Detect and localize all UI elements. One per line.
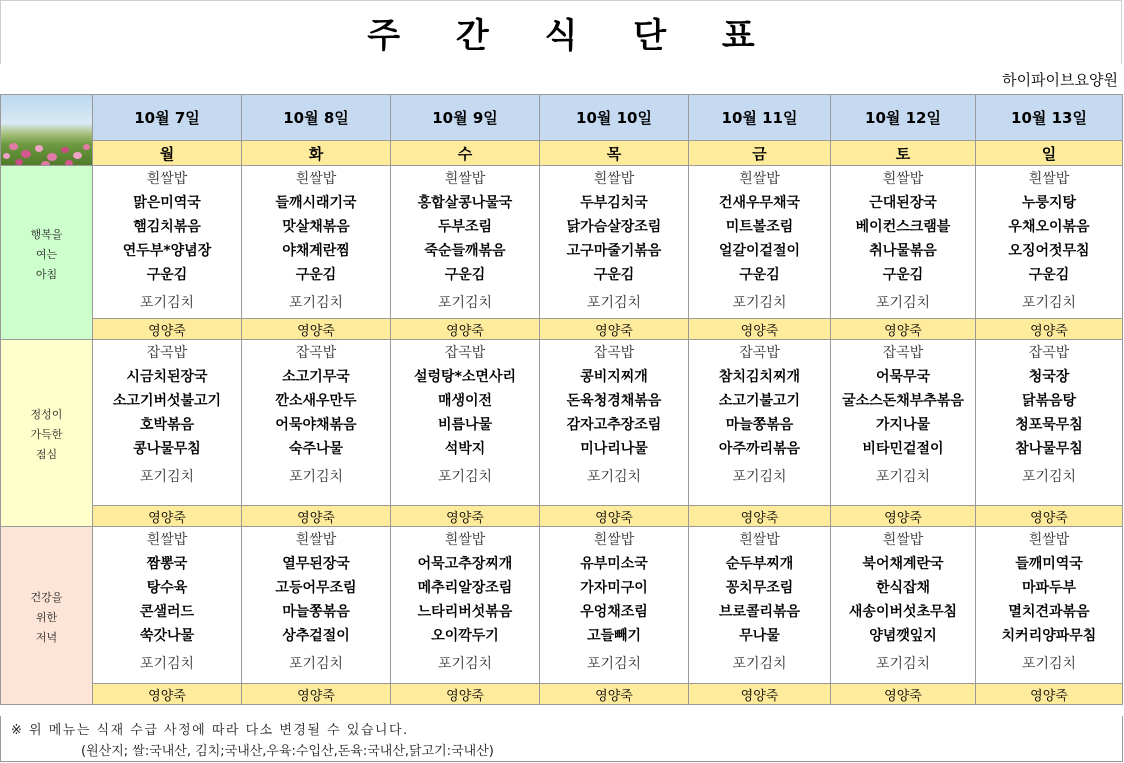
menu-item: 북어채계란국	[862, 556, 944, 572]
lunch-menu-day-4	[540, 340, 689, 506]
porridge-cell: 영양죽	[93, 506, 242, 527]
dinner-label	[1, 527, 93, 705]
menu-item: 포기김치	[875, 656, 931, 672]
date-header-row	[1, 95, 1123, 141]
menu-item: 어묵무국	[875, 369, 931, 385]
menu-item: 소고기무국	[282, 369, 350, 385]
menu-item: 근대된장국	[869, 195, 937, 211]
menu-item: 쑥갓나물	[139, 628, 195, 644]
dinner-menu-day-5	[689, 527, 831, 684]
menu-item: 포기김치	[875, 469, 931, 485]
page-title: 주 간 식 단 표	[0, 0, 1122, 64]
footnote	[0, 716, 1123, 762]
breakfast-label	[1, 166, 93, 340]
breakfast-menu-day-7	[976, 166, 1123, 319]
porridge-cell: 영양죽	[242, 684, 391, 705]
menu-item: 포기김치	[732, 469, 787, 485]
porridge-cell: 영양죽	[831, 319, 976, 340]
day-header-6: 토	[831, 141, 976, 166]
menu-item: 포기김치	[732, 656, 787, 672]
menu-item: 맛살채볶음	[282, 219, 350, 235]
menu-item: 구운김	[295, 267, 337, 283]
menu-item: 콩나물무침	[133, 441, 201, 457]
menu-item: 어묵고추장찌개	[417, 556, 513, 572]
porridge-cell: 영양죽	[976, 319, 1123, 340]
menu-item: 흰쌀밥	[739, 171, 780, 187]
menu-item: 구운김	[593, 267, 635, 283]
porridge-cell: 영양죽	[93, 684, 242, 705]
menu-item: 아주까리볶음	[718, 441, 801, 457]
lunch-label-line: 가득한	[30, 428, 63, 441]
menu-item: 잡곡밥	[1028, 345, 1070, 361]
day-header-3: 수	[391, 141, 540, 166]
breakfast-label-line: 아침	[35, 267, 58, 281]
menu-item: 잡곡밥	[882, 345, 924, 361]
dinner-label-line: 저녁	[35, 630, 58, 644]
menu-item: 고등어무조림	[275, 580, 357, 596]
breakfast-menu-day-6	[831, 166, 976, 319]
menu-item: 흰쌀밥	[295, 532, 337, 548]
lunch-row	[1, 340, 1123, 506]
menu-item: 잡곡밥	[295, 345, 337, 361]
breakfast-menu-day-3	[391, 166, 540, 319]
menu-item: 두부조림	[437, 219, 493, 235]
lunch-menu-day-2	[242, 340, 391, 506]
menu-item: 베이컨스크램블	[855, 219, 951, 235]
menu-item: 돈육청경채볶음	[566, 393, 662, 409]
menu-item: 청국장	[1028, 369, 1070, 385]
porridge-cell: 영양죽	[540, 506, 689, 527]
menu-item: 깐소새우만두	[275, 393, 357, 409]
menu-item: 콘샐러드	[139, 604, 195, 620]
day-header-5: 금	[689, 141, 831, 166]
menu-item: 열무된장국	[282, 556, 350, 572]
lunch-porridge-row	[1, 506, 1123, 527]
menu-item: 흰쌀밥	[882, 171, 924, 187]
menu-item: 굴소스돈채부추볶음	[842, 393, 964, 409]
menu-item: 청포묵무침	[1015, 417, 1083, 433]
date-header-3: 10월 9일	[391, 95, 540, 141]
menu-item: 흰쌀밥	[593, 532, 635, 548]
menu-item: 건새우무채국	[718, 195, 801, 211]
menu-item: 포기김치	[139, 469, 195, 485]
menu-item: 포기김치	[139, 295, 195, 311]
menu-item: 맑은미역국	[133, 195, 201, 211]
porridge-cell: 영양죽	[391, 506, 540, 527]
menu-item: 소고기불고기	[718, 393, 801, 409]
dinner-menu-day-7	[976, 527, 1123, 684]
menu-item: 무나물	[739, 628, 780, 644]
porridge-cell: 영양죽	[976, 506, 1123, 527]
menu-item: 포기김치	[288, 656, 344, 672]
porridge-cell: 영양죽	[689, 506, 831, 527]
menu-item: 포기김치	[586, 469, 642, 485]
day-header-2: 화	[242, 141, 391, 166]
menu-item: 흰쌀밥	[882, 532, 924, 548]
dinner-menu-day-4	[540, 527, 689, 684]
weekly-menu-table	[0, 94, 1123, 705]
date-header-2: 10월 8일	[242, 95, 391, 141]
menu-item: 오이깍두기	[431, 628, 499, 644]
menu-item: 콩비지찌개	[580, 369, 648, 385]
porridge-cell: 영양죽	[689, 684, 831, 705]
breakfast-menu-day-2	[242, 166, 391, 319]
lunch-menu-day-1	[93, 340, 242, 506]
porridge-cell: 영양죽	[242, 506, 391, 527]
menu-item: 홍합살콩나물국	[417, 195, 513, 211]
change-notice: ※ 위 메뉴는 식재 수급 사정에 따라 다소 변경될 수 있습니다.	[11, 723, 409, 738]
porridge-cell: 영양죽	[391, 684, 540, 705]
menu-item: 소고기버섯불고기	[112, 393, 222, 409]
menu-item: 가지나물	[875, 417, 931, 433]
menu-item: 잡곡밥	[593, 345, 635, 361]
menu-item: 멸치견과볶음	[1008, 604, 1090, 620]
menu-item: 마파두부	[1021, 580, 1077, 596]
day-header-4: 목	[540, 141, 689, 166]
menu-item: 연두부*양념장	[122, 243, 212, 259]
menu-item: 포기김치	[139, 656, 195, 672]
menu-item: 탕수육	[146, 580, 188, 596]
menu-item: 잡곡밥	[739, 345, 780, 361]
menu-item: 흰쌀밥	[1028, 171, 1070, 187]
menu-item: 참치김치찌개	[718, 369, 801, 385]
menu-item: 양념깻잎지	[869, 628, 937, 644]
menu-item: 석박지	[444, 441, 486, 457]
date-header-7: 10월 13일	[976, 95, 1123, 141]
menu-item: 설렁탕*소면사리	[414, 369, 516, 385]
menu-item: 들깨미역국	[1015, 556, 1083, 572]
menu-item: 유부미소국	[580, 556, 648, 572]
menu-item: 잡곡밥	[444, 345, 486, 361]
menu-item: 매생이전	[437, 393, 493, 409]
porridge-cell: 영양죽	[976, 684, 1123, 705]
day-header-7: 일	[976, 141, 1123, 166]
porridge-cell: 영양죽	[831, 506, 976, 527]
menu-item: 흰쌀밥	[146, 532, 188, 548]
breakfast-menu-day-5	[689, 166, 831, 319]
menu-item: 포기김치	[732, 295, 787, 311]
porridge-cell: 영양죽	[242, 319, 391, 340]
menu-item: 우엉채조림	[580, 604, 648, 620]
menu-item: 시금치된장국	[126, 369, 208, 385]
date-header-5: 10월 11일	[689, 95, 831, 141]
menu-item: 흰쌀밥	[739, 532, 780, 548]
breakfast-label-line: 여는	[35, 247, 58, 261]
menu-item: 마늘쫑볶음	[282, 604, 350, 620]
menu-item: 잡곡밥	[146, 345, 188, 361]
menu-item: 흰쌀밥	[444, 171, 486, 187]
porridge-cell: 영양죽	[391, 319, 540, 340]
menu-item: 한식잡채	[875, 580, 931, 596]
menu-item: 오징어젓무침	[1008, 243, 1090, 259]
menu-item: 포기김치	[586, 295, 642, 311]
lunch-menu-day-6	[831, 340, 976, 506]
menu-item: 포기김치	[437, 295, 493, 311]
porridge-cell: 영양죽	[540, 684, 689, 705]
menu-item: 고들빼기	[586, 628, 642, 644]
menu-item: 햄김치볶음	[133, 219, 201, 235]
menu-item: 느타리버섯볶음	[417, 604, 513, 620]
dinner-menu-day-3	[391, 527, 540, 684]
dinner-menu-day-6	[831, 527, 976, 684]
day-header-1: 월	[93, 141, 242, 166]
menu-item: 포기김치	[1021, 656, 1077, 672]
porridge-cell: 영양죽	[540, 319, 689, 340]
menu-item: 포기김치	[437, 469, 493, 485]
menu-item: 흰쌀밥	[593, 171, 635, 187]
menu-item: 닭가슴살장조림	[566, 219, 662, 235]
breakfast-menu-day-4	[540, 166, 689, 319]
menu-item: 죽순들깨볶음	[424, 243, 506, 259]
organization-name: 하이파이브요양원	[1002, 71, 1118, 89]
menu-item: 포기김치	[1021, 469, 1077, 485]
menu-item: 브로콜리볶음	[718, 604, 801, 620]
lunch-menu-day-5	[689, 340, 831, 506]
menu-item: 포기김치	[586, 656, 642, 672]
menu-item: 흰쌀밥	[1028, 532, 1070, 548]
dinner-porridge-row	[1, 684, 1123, 705]
menu-item: 흰쌀밥	[444, 532, 486, 548]
menu-item: 포기김치	[288, 295, 344, 311]
menu-item: 메추리알장조림	[417, 580, 513, 596]
menu-item: 꽁치무조림	[725, 580, 794, 596]
lunch-label	[1, 340, 93, 527]
porridge-cell: 영양죽	[93, 319, 242, 340]
lunch-label-line: 점심	[35, 448, 58, 461]
menu-item: 구운김	[444, 267, 486, 283]
menu-item: 흰쌀밥	[146, 171, 188, 187]
menu-item: 구운김	[739, 267, 780, 283]
breakfast-row	[1, 166, 1123, 319]
menu-item: 짬뽕국	[146, 556, 188, 572]
flower-field-photo	[1, 95, 93, 166]
menu-item: 취나물볶음	[869, 243, 937, 259]
dinner-menu-day-2	[242, 527, 391, 684]
menu-item: 두부김치국	[580, 195, 648, 211]
dinner-row	[1, 527, 1123, 684]
menu-item: 감자고추장조림	[566, 417, 662, 433]
porridge-cell: 영양죽	[831, 684, 976, 705]
menu-item: 비타민겉절이	[862, 441, 944, 457]
menu-item: 미나리나물	[580, 441, 648, 457]
menu-item: 호박볶음	[139, 417, 195, 433]
menu-item: 포기김치	[288, 469, 344, 485]
lunch-menu-day-3	[391, 340, 540, 506]
menu-item: 우채오이볶음	[1008, 219, 1090, 235]
menu-item: 닭볶음탕	[1021, 393, 1077, 409]
menu-item: 미트볼조림	[725, 219, 794, 235]
menu-item: 가자미구이	[580, 580, 648, 596]
menu-item: 구운김	[882, 267, 924, 283]
menu-item: 숙주나물	[288, 441, 344, 457]
menu-item: 새송이버섯초무침	[848, 604, 958, 620]
dinner-menu-day-1	[93, 527, 242, 684]
date-header-6: 10월 12일	[831, 95, 976, 141]
menu-item: 참나물무침	[1015, 441, 1083, 457]
menu-item: 순두부찌개	[725, 556, 794, 572]
menu-item: 구운김	[146, 267, 188, 283]
menu-item: 포기김치	[875, 295, 931, 311]
dinner-label-line: 위한	[35, 610, 58, 624]
origin-notice: (원산지; 쌀:국내산, 김치;국내산,우육:수입산,돈육:국내산,닭고기:국내산)	[81, 744, 494, 759]
date-header-1: 10월 7일	[93, 95, 242, 141]
menu-item: 포기김치	[437, 656, 493, 672]
breakfast-porridge-row	[1, 319, 1123, 340]
day-header-row	[1, 141, 1123, 166]
menu-item: 얼갈이겉절이	[718, 243, 801, 259]
menu-item: 구운김	[1028, 267, 1070, 283]
menu-item: 비름나물	[437, 417, 493, 433]
menu-item: 야채계란찜	[282, 243, 350, 259]
date-header-4: 10월 10일	[540, 95, 689, 141]
menu-item: 상추겉절이	[282, 628, 350, 644]
menu-item: 흰쌀밥	[295, 171, 337, 187]
menu-item: 누룽지탕	[1021, 195, 1077, 211]
menu-item: 마늘쫑볶음	[725, 417, 794, 433]
menu-item: 들깨시래기국	[275, 195, 357, 211]
porridge-cell: 영양죽	[689, 319, 831, 340]
lunch-label-line: 정성이	[30, 408, 63, 421]
menu-item: 고구마줄기볶음	[566, 243, 662, 259]
menu-item: 치커리양파무침	[1001, 628, 1097, 644]
lunch-menu-day-7	[976, 340, 1123, 506]
dinner-label-line: 건강을	[30, 590, 63, 604]
menu-item: 어묵야채볶음	[275, 417, 357, 433]
menu-item: 포기김치	[1021, 295, 1077, 311]
breakfast-label-line: 행복을	[30, 227, 63, 241]
breakfast-menu-day-1	[93, 166, 242, 319]
